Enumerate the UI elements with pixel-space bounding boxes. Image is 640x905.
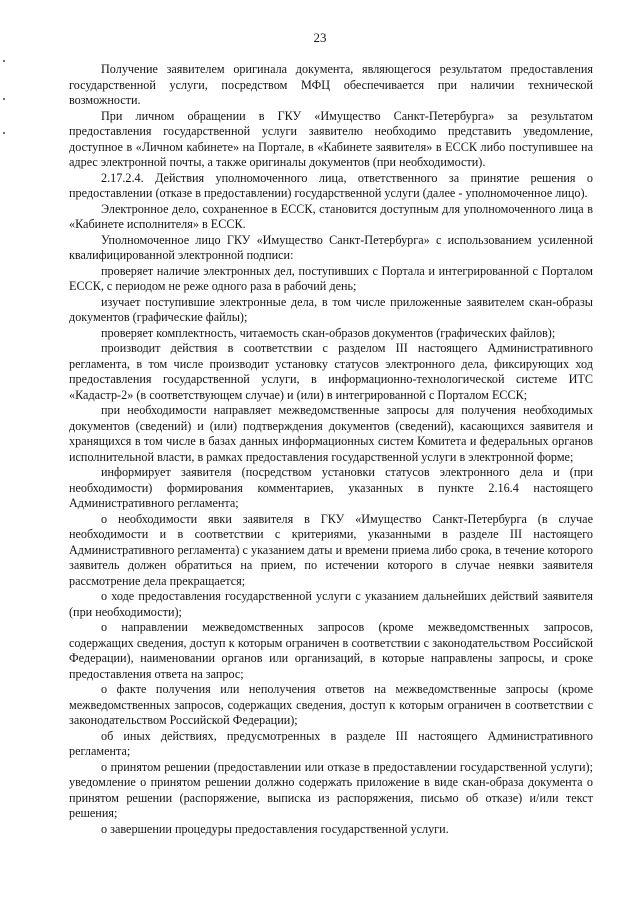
paragraph: о необходимости явки заявителя в ГКУ «Имущество Санкт-Петербурга (в случае необходимости и в соответствии с критериями, указанными в разделе III настоящего Административного регламента) с указанием даты и времени приема либо срока, в течение которого заявитель должен обратиться на прием, по истечении которого в случае неявки заявителя рассмотрение дела прекращается;: [69, 511, 593, 588]
paragraph: о ходе предоставления государственной услуги с указанием дальнейших действий заявителя (при необходимости);: [69, 589, 593, 619]
paragraph: информирует заявителя (посредством установки статусов электронного дела и (при необходимости) формирования комментариев, указанных в пункте 2.16.4 настоящего Административного регламента;: [69, 465, 593, 510]
paragraph: 2.17.2.4. Действия уполномоченного лица, ответственного за принятие решения о предоставлении (отказе в предоставлении) государственной услуги (далее - уполномоченное лицо).: [69, 170, 593, 200]
scan-mark: [3, 60, 5, 62]
paragraph: о завершении процедуры предоставления государственной услуги.: [101, 821, 449, 836]
paragraph: Уполномоченное лицо ГКУ «Имущество Санкт-Петербурга» с использованием усиленной квалифицированной электронной подписи:: [69, 232, 593, 262]
paragraph: Электронное дело, сохраненное в ЕССК, становится доступным для уполномоченного лица в «Кабинете исполнителя» в ЕССК.: [69, 201, 593, 231]
paragraph: об иных действиях, предусмотренных в разделе III настоящего Административного регламента;: [69, 728, 593, 758]
paragraph: о направлении межведомственных запросов (кроме межведомственных запросов, содержащих сведения, доступ к которым ограничен в соответствии с законодательством Российской Федерации), наименовании органов или организаций, в которые направлены запросы, и сроке предоставления ответа на запрос;: [69, 620, 593, 681]
document-body: [69, 62, 593, 837]
paragraph: проверяет наличие электронных дел, поступивших с Портала и интегрированной с Порталом ЕССК, с периодом не реже одного раза в рабочий день;: [69, 263, 593, 293]
paragraph: При личном обращении в ГКУ «Имущество Санкт-Петербурга» за результатом предоставления государственной услуги заявителю необходимо представить уведомление, доступное в «Личном кабинете» на Портале, в «Кабинете заявителя» в ЕССК либо поступившее на адрес электронной почты, а также оригиналы документов (при необходимости).: [69, 108, 593, 169]
paragraph: проверяет комплектность, читаемость скан-образов документов (графических файлов);: [101, 325, 556, 340]
paragraph: при необходимости направляет межведомственные запросы для получения необходимых документов (сведений) и (или) подтверждения документов (сведений), касающихся заявителя и хранящихся в том числе в базах данных информационных систем Комитета и федеральных органов исполнительной власти, в рамках предоставления государственной услуги в электронной форме;: [69, 403, 593, 464]
scan-mark: [3, 132, 5, 134]
paragraph: о факте получения или неполучения ответов на межведомственные запросы (кроме межведомственных запросов, содержащих сведения, доступ к которым ограничен в соответствии с законодательством Российской Федерации);: [69, 682, 593, 727]
page-number: 23: [313, 30, 327, 45]
paragraph: производит действия в соответствии с разделом III настоящего Административного регламента, в том числе производит установку статусов электронного дела, фиксирующих ход предоставления государственной услуги, в информационно-технологической системе ИТС «Кадастр-2» (в соответствующем случае) и (или) в интегрированной с Порталом ЕССК;: [69, 341, 593, 402]
scan-mark: [3, 98, 5, 100]
paragraph: изучает поступившие электронные дела, в том числе приложенные заявителем скан-образы документов (графические файлы);: [69, 294, 593, 324]
paragraph: Получение заявителем оригинала документа, являющегося результатом предоставления государственной услуги, посредством МФЦ обеспечивается при наличии технической возможности.: [69, 62, 593, 107]
paragraph: о принятом решении (предоставлении или отказе в предоставлении государственной услуги); уведомление о принятом решении должно содержать приложение в виде скан-образа документа о принятом решении (распоряжение, выписка из распоряжения, письмо об отказе) и/или текст решения;: [69, 759, 593, 820]
